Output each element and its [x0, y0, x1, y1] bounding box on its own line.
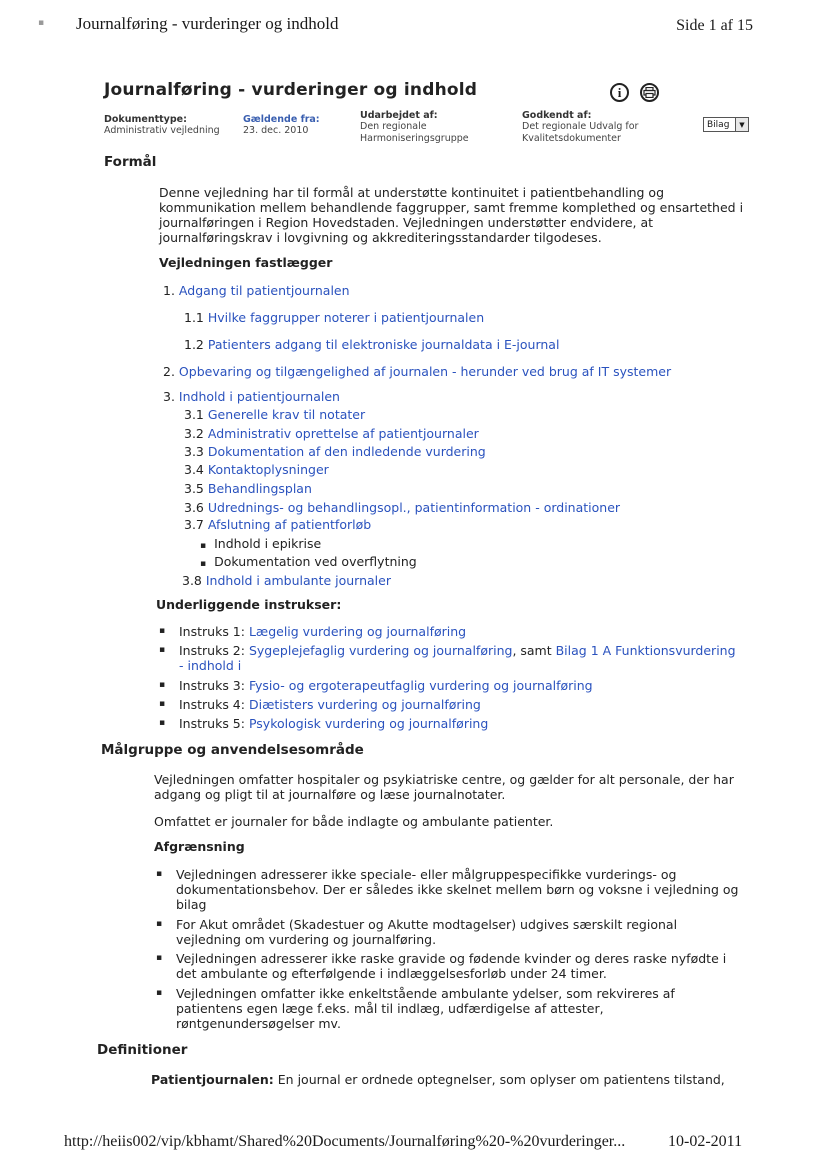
- bullet-icon: ▪: [156, 869, 163, 879]
- chevron-down-icon: ▼: [735, 118, 748, 131]
- afgraensning-item: [156, 986, 756, 1031]
- toc-num: 3.3: [184, 444, 204, 459]
- info-icon[interactable]: i: [610, 83, 629, 102]
- afgraensning-line: Vejledningen omfatter ikke enkeltstående ambulante ydelser, som rekvireres af: [176, 986, 675, 1001]
- toc-item[interactable]: [182, 573, 391, 588]
- doctype-value: Administrativ vejledning: [104, 125, 220, 136]
- definition-term: Patientjournalen:: [151, 1072, 274, 1087]
- toc-item[interactable]: [184, 481, 312, 496]
- afgraensning-line: For Akut området (Skadestuer og Akutte modtagelser) udgives særskilt regional: [176, 917, 678, 932]
- toc-item[interactable]: [184, 426, 479, 441]
- afgraensning-line: røntgenundersøgelser mv.: [176, 1016, 341, 1031]
- toc-item[interactable]: [184, 500, 620, 515]
- bullet-icon: ▪: [159, 718, 166, 728]
- toc-link[interactable]: Opbevaring og tilgængelighed af journalen - herunder ved brug af IT systemer: [178, 364, 672, 379]
- toc-link[interactable]: Udrednings- og behandlingsopl., patientinformation - ordinationer: [207, 500, 621, 515]
- instruks-link[interactable]: Psykologisk vurdering og journalføring: [248, 716, 489, 731]
- document-title: Journalføring - vurderinger og indhold: [104, 80, 478, 100]
- print-page-number: Side 1 af 15: [676, 17, 753, 34]
- prepared-by-value-2: Harmoniseringsgruppe: [360, 133, 469, 144]
- prepared-by-value-1: Den regionale: [360, 121, 427, 132]
- toc-num: 3.: [163, 389, 175, 404]
- toc-num: 3.8: [182, 573, 202, 588]
- section-heading-definitioner: Definitioner: [97, 1042, 188, 1058]
- afgraensning-line: Vejledningen adresserer ikke speciale- eller målgruppespecifikke vurderings- og: [176, 867, 677, 882]
- toc-num: 1.2: [184, 337, 204, 352]
- instruks-link[interactable]: Sygeplejefaglig vurdering og journalføring: [248, 643, 513, 658]
- instruks-item: [159, 697, 481, 712]
- toc-item[interactable]: [184, 517, 371, 532]
- afgraensning-line: bilag: [176, 897, 207, 912]
- corner-mark: ▪: [38, 18, 45, 28]
- toc-item[interactable]: [184, 310, 484, 325]
- approved-by-value-2: Kvalitetsdokumenter: [522, 133, 621, 144]
- toc-link[interactable]: Generelle krav til notater: [207, 407, 366, 422]
- formal-line-1: Denne vejledning har til formål at understøtte kontinuitet i patientbehandling og: [159, 185, 665, 200]
- toc-link[interactable]: Dokumentation af den indledende vurdering: [207, 444, 486, 459]
- prepared-by-label: Udarbejdet af:: [360, 110, 438, 121]
- instruks-connector: , samt: [512, 643, 556, 658]
- malgruppe-p1-line-1: Vejledningen omfatter hospitaler og psykiatriske centre, og gælder for alt personale, der har: [154, 772, 734, 787]
- instruks-label: Instruks 3:: [179, 678, 245, 693]
- bilag-dropdown[interactable]: [703, 117, 749, 132]
- toc-bullet: ▪: [200, 541, 207, 551]
- toc-item[interactable]: [184, 407, 365, 422]
- toc-item[interactable]: [163, 364, 671, 379]
- instruks-label: Instruks 4:: [179, 697, 245, 712]
- bullet-icon: ▪: [156, 988, 163, 998]
- toc-num: 2.: [163, 364, 175, 379]
- toc-link[interactable]: Kontaktoplysninger: [207, 462, 329, 477]
- toc-item[interactable]: [163, 389, 340, 404]
- toc-item[interactable]: [184, 444, 486, 459]
- toc-num: 3.5: [184, 481, 204, 496]
- subheading-afgraensning: Afgrænsning: [154, 839, 245, 854]
- toc-num: 3.6: [184, 500, 204, 515]
- afgraensning-line: patientens egen læge f.eks. mål til indlæg, udfærdigelse af attester,: [176, 1001, 604, 1016]
- approved-by-value-1: Det regionale Udvalg for: [522, 121, 639, 132]
- definition-patientjournalen: [151, 1072, 725, 1087]
- toc-subitem: [200, 554, 417, 569]
- meta-valid-from: [243, 114, 320, 137]
- formal-line-2: kommunikation mellem behandlende faggrupper, samt fremme komplethed og ensartethed i: [159, 200, 744, 215]
- afgraensning-line: vejledning om vurdering og journalføring.: [176, 932, 437, 947]
- section-heading-formal: Formål: [104, 154, 157, 170]
- toc-link[interactable]: Hvilke faggrupper noterer i patientjournalen: [207, 310, 485, 325]
- afgraensning-line: det ambulante og efterfølgende i indlæggelsesforløb under 24 timer.: [176, 966, 607, 981]
- section-heading-malgruppe: Målgruppe og anvendelsesområde: [101, 742, 364, 758]
- doctype-label: Dokumenttype:: [104, 114, 187, 125]
- instruks-item: [159, 678, 593, 693]
- valid-from-value: 23. dec. 2010: [243, 125, 309, 136]
- bullet-icon: ▪: [159, 645, 166, 655]
- toc-num: 1.1: [184, 310, 204, 325]
- bullet-icon: ▪: [159, 680, 166, 690]
- instruks-link[interactable]: Diætisters vurdering og journalføring: [248, 697, 481, 712]
- subheading-instrukser: Underliggende instrukser:: [156, 597, 342, 612]
- instruks-link-bilag-cont[interactable]: - indhold i: [179, 658, 242, 673]
- toc-num: 3.1: [184, 407, 204, 422]
- instruks-link[interactable]: Lægelig vurdering og journalføring: [248, 624, 467, 639]
- toc-num: 3.2: [184, 426, 204, 441]
- toc-link[interactable]: Indhold i patientjournalen: [178, 389, 340, 404]
- print-header-title: Journalføring - vurderinger og indhold: [76, 14, 339, 33]
- toc-bullet: ▪: [200, 559, 207, 569]
- meta-document-type: [104, 114, 220, 137]
- toc-link[interactable]: Behandlingsplan: [207, 481, 312, 496]
- malgruppe-paragraph-1: [154, 772, 754, 802]
- instruks-label: Instruks 5:: [179, 716, 245, 731]
- bullet-icon: ▪: [159, 699, 166, 709]
- bilag-dropdown-value: Bilag: [707, 119, 730, 130]
- afgraensning-line: dokumentationsbehov. Der er således ikke skelnet mellem børn og voksne i vejledning og: [176, 882, 739, 897]
- definition-text: En journal er ordnede optegnelser, som oplyser om patientens tilstand,: [273, 1072, 725, 1087]
- toc-link[interactable]: Administrativ oprettelse af patientjournaler: [207, 426, 479, 441]
- toc-num: 1.: [163, 283, 175, 298]
- formal-line-4: journalføringskrav i lovgivning og akkrediteringsstandarder tilgodeses.: [159, 230, 602, 245]
- print-icon[interactable]: [640, 83, 659, 102]
- instruks-link[interactable]: Fysio- og ergoterapeutfaglig vurdering og journalføring: [248, 678, 593, 693]
- toc-item[interactable]: [184, 462, 329, 477]
- valid-from-label: Gældende fra:: [243, 114, 320, 125]
- instruks-link-bilag[interactable]: Bilag 1 A Funktionsvurdering: [555, 643, 736, 658]
- instruks-item: [159, 716, 489, 731]
- malgruppe-paragraph-2: Omfattet er journaler for både indlagte og ambulante patienter.: [154, 814, 554, 829]
- formal-line-3: journalføringen i Region Hovedstaden. Vejledningen understøtter endvidere, at: [159, 215, 654, 230]
- bullet-icon: ▪: [156, 953, 163, 963]
- instruks-item: [159, 624, 467, 639]
- meta-approved-by: [522, 110, 638, 145]
- print-footer-url: http://heiis002/vip/kbhamt/Shared%20Documents/Journalføring%20-%20vurderinger...: [64, 1133, 626, 1150]
- afgraensning-line: Vejledningen adresserer ikke raske gravide og fødende kvinder og deres raske nyfødte i: [176, 951, 727, 966]
- formal-paragraph: [159, 185, 759, 245]
- toc-subitem-text: Dokumentation ved overflytning: [214, 554, 417, 569]
- malgruppe-p1-line-2: adgang og pligt til at journalføre og læse journalnotater.: [154, 787, 506, 802]
- approved-by-label: Godkendt af:: [522, 110, 592, 121]
- bullet-icon: ▪: [156, 919, 163, 929]
- toc-subitem-text: Indhold i epikrise: [214, 536, 322, 551]
- afgraensning-item: [156, 951, 756, 981]
- toc-num: 3.7: [184, 517, 204, 532]
- meta-prepared-by: [360, 110, 469, 145]
- instruks-label: Instruks 1:: [179, 624, 245, 639]
- toc-link[interactable]: Patienters adgang til elektroniske journaldata i E-journal: [207, 337, 560, 352]
- instruks-label: Instruks 2:: [179, 643, 245, 658]
- toc-subitem: [200, 536, 321, 551]
- toc-num: 3.4: [184, 462, 204, 477]
- toc-link[interactable]: Afslutning af patientforløb: [207, 517, 372, 532]
- print-footer-date: 10-02-2011: [668, 1133, 743, 1150]
- afgraensning-item: [156, 867, 756, 912]
- toc-item[interactable]: [184, 337, 559, 352]
- toc-item[interactable]: [163, 283, 350, 298]
- instruks-item: [159, 643, 754, 673]
- subheading-fastlaegger: Vejledningen fastlægger: [159, 255, 333, 270]
- afgraensning-item: [156, 917, 756, 947]
- toc-link[interactable]: Indhold i ambulante journaler: [205, 573, 391, 588]
- bullet-icon: ▪: [159, 626, 166, 636]
- toc-link[interactable]: Adgang til patientjournalen: [178, 283, 350, 298]
